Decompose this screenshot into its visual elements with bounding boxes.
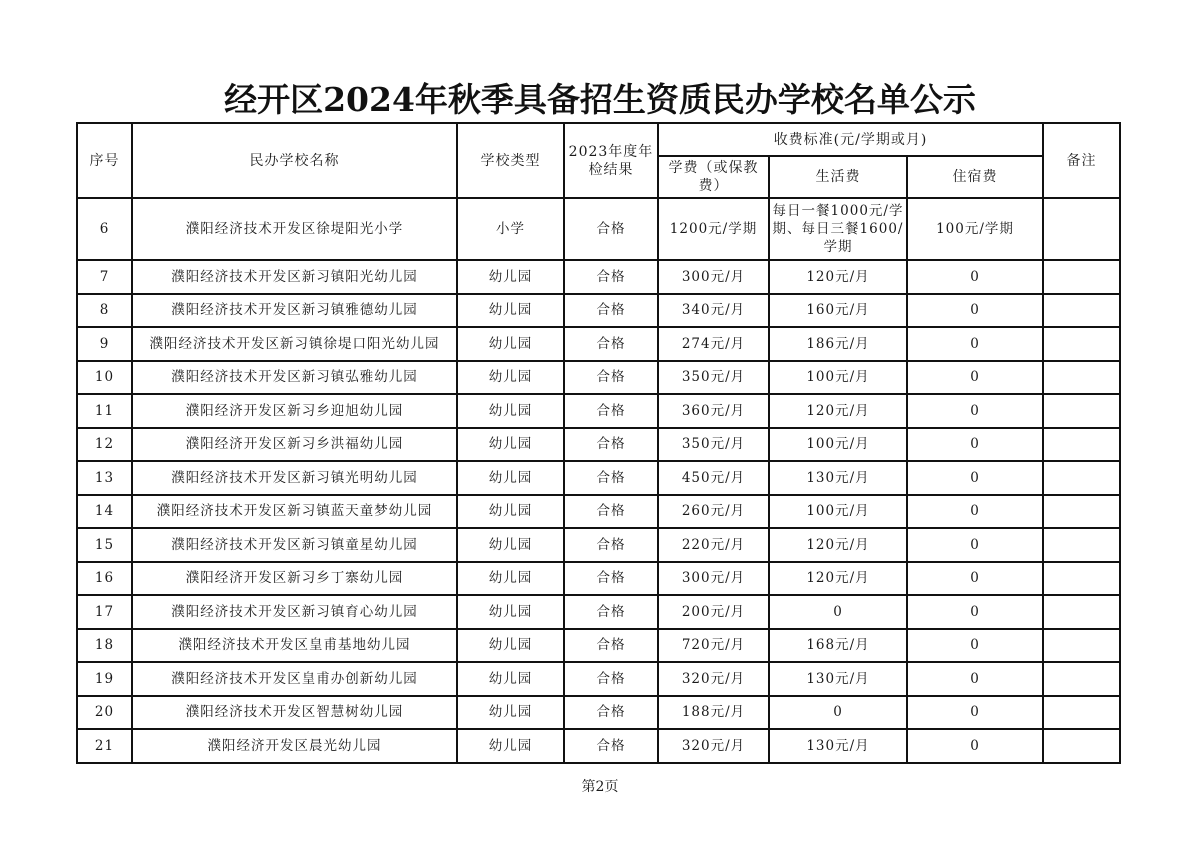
cell-school-name: 濮阳经济技术开发区新习镇阳光幼儿园: [132, 260, 457, 294]
cell-school-name: 濮阳经济开发区新习乡迎旭幼儿园: [132, 394, 457, 428]
cell-inspection-result: 合格: [564, 361, 658, 395]
cell-inspection-result: 合格: [564, 327, 658, 361]
cell-index: 19: [77, 662, 132, 696]
document-title: 经开区2024年秋季具备招生资质民办学校名单公示: [224, 80, 976, 119]
cell-living-fee: 0: [769, 696, 907, 730]
cell-index: 21: [77, 729, 132, 763]
table-row: [77, 294, 1120, 328]
cell-school-type: 小学: [457, 198, 564, 260]
table-row: [77, 662, 1120, 696]
cell-lodging-fee: 0: [907, 696, 1043, 730]
cell-lodging-fee: 0: [907, 629, 1043, 663]
cell-living-fee: 0: [769, 595, 907, 629]
cell-school-name: 濮阳经济开发区新习乡洪福幼儿园: [132, 428, 457, 462]
cell-school-type: 幼儿园: [457, 595, 564, 629]
cell-inspection-result: 合格: [564, 260, 658, 294]
table-row: [77, 562, 1120, 596]
cell-tuition: 300元/月: [658, 562, 769, 596]
cell-lodging-fee: 0: [907, 562, 1043, 596]
table-body: [77, 198, 1120, 763]
cell-remark: [1043, 662, 1120, 696]
cell-index: 15: [77, 528, 132, 562]
table-row: [77, 595, 1120, 629]
cell-inspection-result: 合格: [564, 461, 658, 495]
cell-school-type: 幼儿园: [457, 394, 564, 428]
table-row: [77, 461, 1120, 495]
cell-school-type: 幼儿园: [457, 361, 564, 395]
cell-lodging-fee: 0: [907, 461, 1043, 495]
cell-lodging-fee: 0: [907, 294, 1043, 328]
cell-remark: [1043, 361, 1120, 395]
cell-lodging-fee: 0: [907, 662, 1043, 696]
header-tuition: 学费（或保教费）: [658, 156, 769, 198]
cell-tuition: 350元/月: [658, 361, 769, 395]
cell-remark: [1043, 428, 1120, 462]
cell-remark: [1043, 562, 1120, 596]
cell-remark: [1043, 495, 1120, 529]
cell-living-fee: 160元/月: [769, 294, 907, 328]
cell-school-type: 幼儿园: [457, 327, 564, 361]
cell-school-name: 濮阳经济技术开发区皇甫办创新幼儿园: [132, 662, 457, 696]
cell-inspection-result: 合格: [564, 428, 658, 462]
cell-index: 8: [77, 294, 132, 328]
cell-index: 6: [77, 198, 132, 260]
cell-tuition: 320元/月: [658, 729, 769, 763]
cell-remark: [1043, 528, 1120, 562]
cell-inspection-result: 合格: [564, 662, 658, 696]
header-index: 序号: [77, 123, 132, 198]
header-fee-standard: 收费标准(元/学期或月): [658, 123, 1043, 156]
header-school-type: 学校类型: [457, 123, 564, 198]
cell-lodging-fee: 0: [907, 394, 1043, 428]
cell-inspection-result: 合格: [564, 629, 658, 663]
cell-living-fee: 100元/月: [769, 495, 907, 529]
cell-school-type: 幼儿园: [457, 729, 564, 763]
cell-tuition: 450元/月: [658, 461, 769, 495]
cell-index: 7: [77, 260, 132, 294]
cell-index: 12: [77, 428, 132, 462]
cell-remark: [1043, 461, 1120, 495]
table-row: [77, 629, 1120, 663]
table-row: [77, 428, 1120, 462]
cell-inspection-result: 合格: [564, 562, 658, 596]
cell-lodging-fee: 0: [907, 528, 1043, 562]
cell-inspection-result: 合格: [564, 696, 658, 730]
cell-tuition: 274元/月: [658, 327, 769, 361]
cell-lodging-fee: 0: [907, 495, 1043, 529]
cell-remark: [1043, 294, 1120, 328]
table-row: [77, 495, 1120, 529]
cell-school-name: 濮阳经济技术开发区新习镇弘雅幼儿园: [132, 361, 457, 395]
cell-school-type: 幼儿园: [457, 294, 564, 328]
page-number: 第2页: [581, 779, 619, 795]
header-living-fee: 生活费: [769, 156, 907, 198]
cell-living-fee: 100元/月: [769, 361, 907, 395]
cell-index: 13: [77, 461, 132, 495]
cell-living-fee: 130元/月: [769, 461, 907, 495]
cell-school-type: 幼儿园: [457, 528, 564, 562]
cell-index: 20: [77, 696, 132, 730]
cell-remark: [1043, 260, 1120, 294]
cell-lodging-fee: 100元/学期: [907, 198, 1043, 260]
header-inspection-result: 2023年度年检结果: [564, 123, 658, 198]
cell-living-fee: 120元/月: [769, 562, 907, 596]
cell-index: 17: [77, 595, 132, 629]
cell-remark: [1043, 729, 1120, 763]
cell-inspection-result: 合格: [564, 198, 658, 260]
cell-living-fee: 120元/月: [769, 528, 907, 562]
cell-inspection-result: 合格: [564, 495, 658, 529]
header-lodging-fee: 住宿费: [907, 156, 1043, 198]
cell-tuition: 220元/月: [658, 528, 769, 562]
cell-remark: [1043, 629, 1120, 663]
cell-school-name: 濮阳经济技术开发区新习镇育心幼儿园: [132, 595, 457, 629]
header-remark: 备注: [1043, 123, 1120, 198]
cell-index: 18: [77, 629, 132, 663]
table-row: [77, 729, 1120, 763]
cell-remark: [1043, 595, 1120, 629]
cell-lodging-fee: 0: [907, 428, 1043, 462]
cell-tuition: 1200元/学期: [658, 198, 769, 260]
cell-lodging-fee: 0: [907, 729, 1043, 763]
cell-school-name: 濮阳经济开发区新习乡丁寨幼儿园: [132, 562, 457, 596]
cell-index: 14: [77, 495, 132, 529]
table-row: [77, 198, 1120, 260]
cell-school-name: 濮阳经济开发区晨光幼儿园: [132, 729, 457, 763]
cell-index: 11: [77, 394, 132, 428]
table-row: [77, 361, 1120, 395]
cell-living-fee: 100元/月: [769, 428, 907, 462]
table-row: [77, 696, 1120, 730]
cell-school-type: 幼儿园: [457, 260, 564, 294]
cell-living-fee: 每日一餐1000元/学期、每日三餐1600/学期: [769, 198, 907, 260]
cell-tuition: 188元/月: [658, 696, 769, 730]
cell-living-fee: 120元/月: [769, 260, 907, 294]
cell-lodging-fee: 0: [907, 361, 1043, 395]
cell-lodging-fee: 0: [907, 327, 1043, 361]
cell-tuition: 260元/月: [658, 495, 769, 529]
cell-tuition: 200元/月: [658, 595, 769, 629]
cell-school-type: 幼儿园: [457, 428, 564, 462]
cell-lodging-fee: 0: [907, 595, 1043, 629]
cell-school-name: 濮阳经济技术开发区新习镇童星幼儿园: [132, 528, 457, 562]
cell-tuition: 360元/月: [658, 394, 769, 428]
cell-school-name: 濮阳经济技术开发区新习镇光明幼儿园: [132, 461, 457, 495]
school-roster-table: [76, 122, 1121, 764]
cell-school-name: 濮阳经济技术开发区新习镇徐堤口阳光幼儿园: [132, 327, 457, 361]
cell-living-fee: 186元/月: [769, 327, 907, 361]
table-row: [77, 260, 1120, 294]
cell-school-type: 幼儿园: [457, 562, 564, 596]
cell-living-fee: 168元/月: [769, 629, 907, 663]
cell-school-type: 幼儿园: [457, 629, 564, 663]
cell-living-fee: 120元/月: [769, 394, 907, 428]
cell-inspection-result: 合格: [564, 729, 658, 763]
cell-school-name: 濮阳经济技术开发区皇甫基地幼儿园: [132, 629, 457, 663]
cell-inspection-result: 合格: [564, 528, 658, 562]
cell-tuition: 300元/月: [658, 260, 769, 294]
cell-remark: [1043, 198, 1120, 260]
cell-index: 9: [77, 327, 132, 361]
cell-school-type: 幼儿园: [457, 662, 564, 696]
cell-inspection-result: 合格: [564, 595, 658, 629]
cell-tuition: 720元/月: [658, 629, 769, 663]
cell-school-type: 幼儿园: [457, 696, 564, 730]
cell-school-name: 濮阳经济技术开发区新习镇雅德幼儿园: [132, 294, 457, 328]
cell-tuition: 350元/月: [658, 428, 769, 462]
cell-remark: [1043, 327, 1120, 361]
cell-living-fee: 130元/月: [769, 729, 907, 763]
table-row: [77, 394, 1120, 428]
cell-inspection-result: 合格: [564, 294, 658, 328]
cell-school-name: 濮阳经济技术开发区新习镇蓝天童梦幼儿园: [132, 495, 457, 529]
cell-tuition: 340元/月: [658, 294, 769, 328]
cell-lodging-fee: 0: [907, 260, 1043, 294]
cell-inspection-result: 合格: [564, 394, 658, 428]
cell-remark: [1043, 394, 1120, 428]
cell-index: 10: [77, 361, 132, 395]
table-row: [77, 327, 1120, 361]
cell-living-fee: 130元/月: [769, 662, 907, 696]
cell-school-name: 濮阳经济技术开发区徐堤阳光小学: [132, 198, 457, 260]
cell-school-type: 幼儿园: [457, 461, 564, 495]
cell-school-type: 幼儿园: [457, 495, 564, 529]
header-school-name: 民办学校名称: [132, 123, 457, 198]
cell-tuition: 320元/月: [658, 662, 769, 696]
cell-school-name: 濮阳经济技术开发区智慧树幼儿园: [132, 696, 457, 730]
cell-remark: [1043, 696, 1120, 730]
table-row: [77, 528, 1120, 562]
cell-index: 16: [77, 562, 132, 596]
